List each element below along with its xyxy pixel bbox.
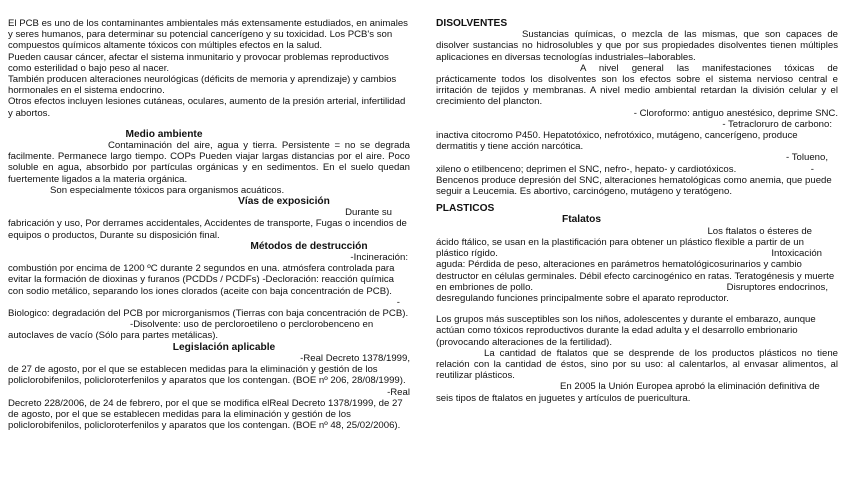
- tetracloruro-text: inactiva citocromo P450. Hepatotóxico, nefrotóxico, mutágeno, cancerígeno, produce dermatitis y tiene acción narcótica.: [436, 130, 798, 153]
- benceno-dash: -: [810, 163, 814, 175]
- tetracloruro-label: - Tetracloruro de carbono:: [722, 118, 832, 130]
- biologico-dash: -: [396, 296, 400, 308]
- rd1-text: de 27 de agosto, por el que se establecen medidas para la eliminación y gestión de los policlorobifenilos, policloroterfenilos y aparatos que los contengan. (BOE nº 206, 28/08/1999).: [8, 364, 406, 387]
- left-column: [8, 18, 410, 431]
- rd2-label: -Real: [387, 386, 410, 398]
- intoxicacion-label: Intoxicación: [771, 248, 822, 260]
- medio-ambiente-text-2: Son especialmente tóxicos para organismos acuáticos.: [50, 184, 285, 196]
- intro-paragraph: El PCB es uno de los contaminantes ambientales más extensamente estudiados, en animales y seres humanos, para determinar su potencial cancerígeno y su toxicidad. Los PCB's son compuestos químicos altamente tóxicos con múltiples efectos en la salud.: [8, 18, 408, 52]
- legislacion-heading: Legislación aplicable: [172, 341, 276, 353]
- vias-text-a: Durante su: [345, 207, 392, 219]
- benceno-text: Bencenos produce depresión del SNC, alteraciones hematológicas como anemia, que puede seguir a Leucemia. Es abortivo, carcinógeno, mutágeno y teratógeno.: [436, 174, 832, 198]
- ftalatos-text-a: Los ftalatos o ésteres de: [707, 225, 812, 237]
- metodos-heading: Métodos de destrucción: [250, 240, 368, 252]
- cantidad-paragraph: La cantidad de ftalatos que se desprende de los productos plásticos no tiene relación con la cantidad de éstos, sino por su uso: al calentarlos, al envasar alimentos, al reutilizar plásticos.: [436, 347, 838, 382]
- medio-ambiente-text: Contaminación del aire, agua y tierra. Persistente = no se degrada facilmente. Permanece largo tiempo. COPs Pueden viajar largas distancias por el aire. Poco soluble en agua, absorbido por partículas orgánicas y en sedimentos. En el suelo quedan fuertemente ligados a la materia orgánica.: [8, 140, 410, 185]
- incineracion-label: -Incineración:: [350, 252, 408, 264]
- rd2-text: Decreto 228/2006, de 24 de febrero, por el que se modifica elReal Decreto 1378/1999, de 27 de agosto, por el que se establecen medidas para la eliminación y gestión de los policlorobifenilos, policloroterfenilos y aparatos que los contengan. (BOE nº 48, 25/02/2006).: [8, 397, 403, 432]
- disolventes-heading: DISOLVENTES: [436, 18, 508, 29]
- disolvente-text-b: autoclaves de vacío (Sólo para partes metálicas).: [8, 330, 219, 342]
- disolvente-text-a: -Disolvente: uso de percloroetileno o perclorobenceno en: [130, 319, 374, 331]
- rd1-label: -Real Decreto 1378/1999,: [300, 352, 410, 364]
- tolueno-label: - Tolueno,: [786, 152, 828, 164]
- vias-heading: Vías de exposición: [238, 196, 330, 208]
- ftalatos-heading: Ftalatos: [562, 214, 602, 226]
- disolventes-definition: Sustancias químicas, o mezcla de las mismas, que son capaces de disolver sustancias no hidrosolubles y que por sus propiedades disolventes tienen múltiples aplicaciones en diversas tecnologías industriales–laborables.: [436, 29, 838, 63]
- medio-ambiente-heading: Medio ambiente: [125, 128, 203, 140]
- tolueno-text: xileno o etilbenceno; deprimen el SNC, nefro-, hepato- y cardiotóxicos.: [436, 163, 737, 175]
- vias-text-b: fabricación y uso, Por derrames accidentales, Accidentes de transporte, Fugas o incendios de equipos o productos, Durante su disposición final.: [8, 218, 407, 241]
- cloroformo-text: - Cloroformo: antiguo anestésico, deprime SNC.: [633, 107, 838, 119]
- ftalatos-text-d: aguda: Pérdida de peso, alteraciones en parámetros hematológicosurinarios y cambio destructor en células germinales. Débil efecto carcinogénico en ratas. Teratogénesis y muerte en embriones de pollo.: [436, 259, 835, 293]
- neuro-paragraph: También producen alteraciones neurológicas (déficits de memoria y aprendizaje) y cambios hormonales en el sistema endocrino.: [8, 74, 397, 97]
- ftalatos-text-b: ácido ftálico, se usan en la plastificación para obtener un plástico flexible a partir de un plástico rígido.: [436, 236, 804, 260]
- other-effects-paragraph: Otros efectos incluyen lesiones cutáneas, oculares, aumento de la presión arterial, infertilidad y abortos.: [8, 96, 406, 119]
- disruptores-label: Disruptores endocrinos,: [726, 281, 828, 293]
- effects-paragraph: Pueden causar cáncer, afectar el sistema inmunitario y provocar problemas reproductivos como esterilidad o bajo peso al nacer.: [8, 51, 389, 74]
- right-column: [436, 18, 838, 404]
- ue-paragraph: En 2005 la Unión Europea aprobó la eliminación definitiva de seis tipos de ftalatos en juguetes y artículos de puericultura.: [436, 381, 820, 404]
- biologico-text: Biologico: degradación del PCB por microrganismos (Tierras con baja concentración de PCB).: [8, 308, 409, 320]
- incineracion-text: combustión por encima de 1200 ºC durante 2 segundos en una. atmósfera controlada para evitar la formación de dioxinas y furanos (PCDDs / PCDFs) -Decloración: reacción química con sodio metálico, separando los iones clorados (aceite con baja concentración de PCB).: [8, 263, 395, 297]
- ftalatos-text-f: desregulando funciones principalmente sobre el aparato reproductor.: [436, 292, 729, 304]
- grupos-paragraph: Los grupos más susceptibles son los niños, adolescentes y durante el embarazo, aunque actúan como tóxicos reproductivos durante la edad adulta y el desarrollo embrionario (provocando alteraciones de la fertilidad).: [436, 314, 816, 348]
- plasticos-heading: PLASTICOS: [436, 203, 495, 215]
- disolventes-effects: A nivel general las manifestaciones tóxicas de prácticamente todos los disolventes son los efectos sobre el sistema nervioso central e irritación de tejidos y membranas. A nivel medio ambiental retardan la división celular y el crecimiento del plancton.: [436, 62, 838, 108]
